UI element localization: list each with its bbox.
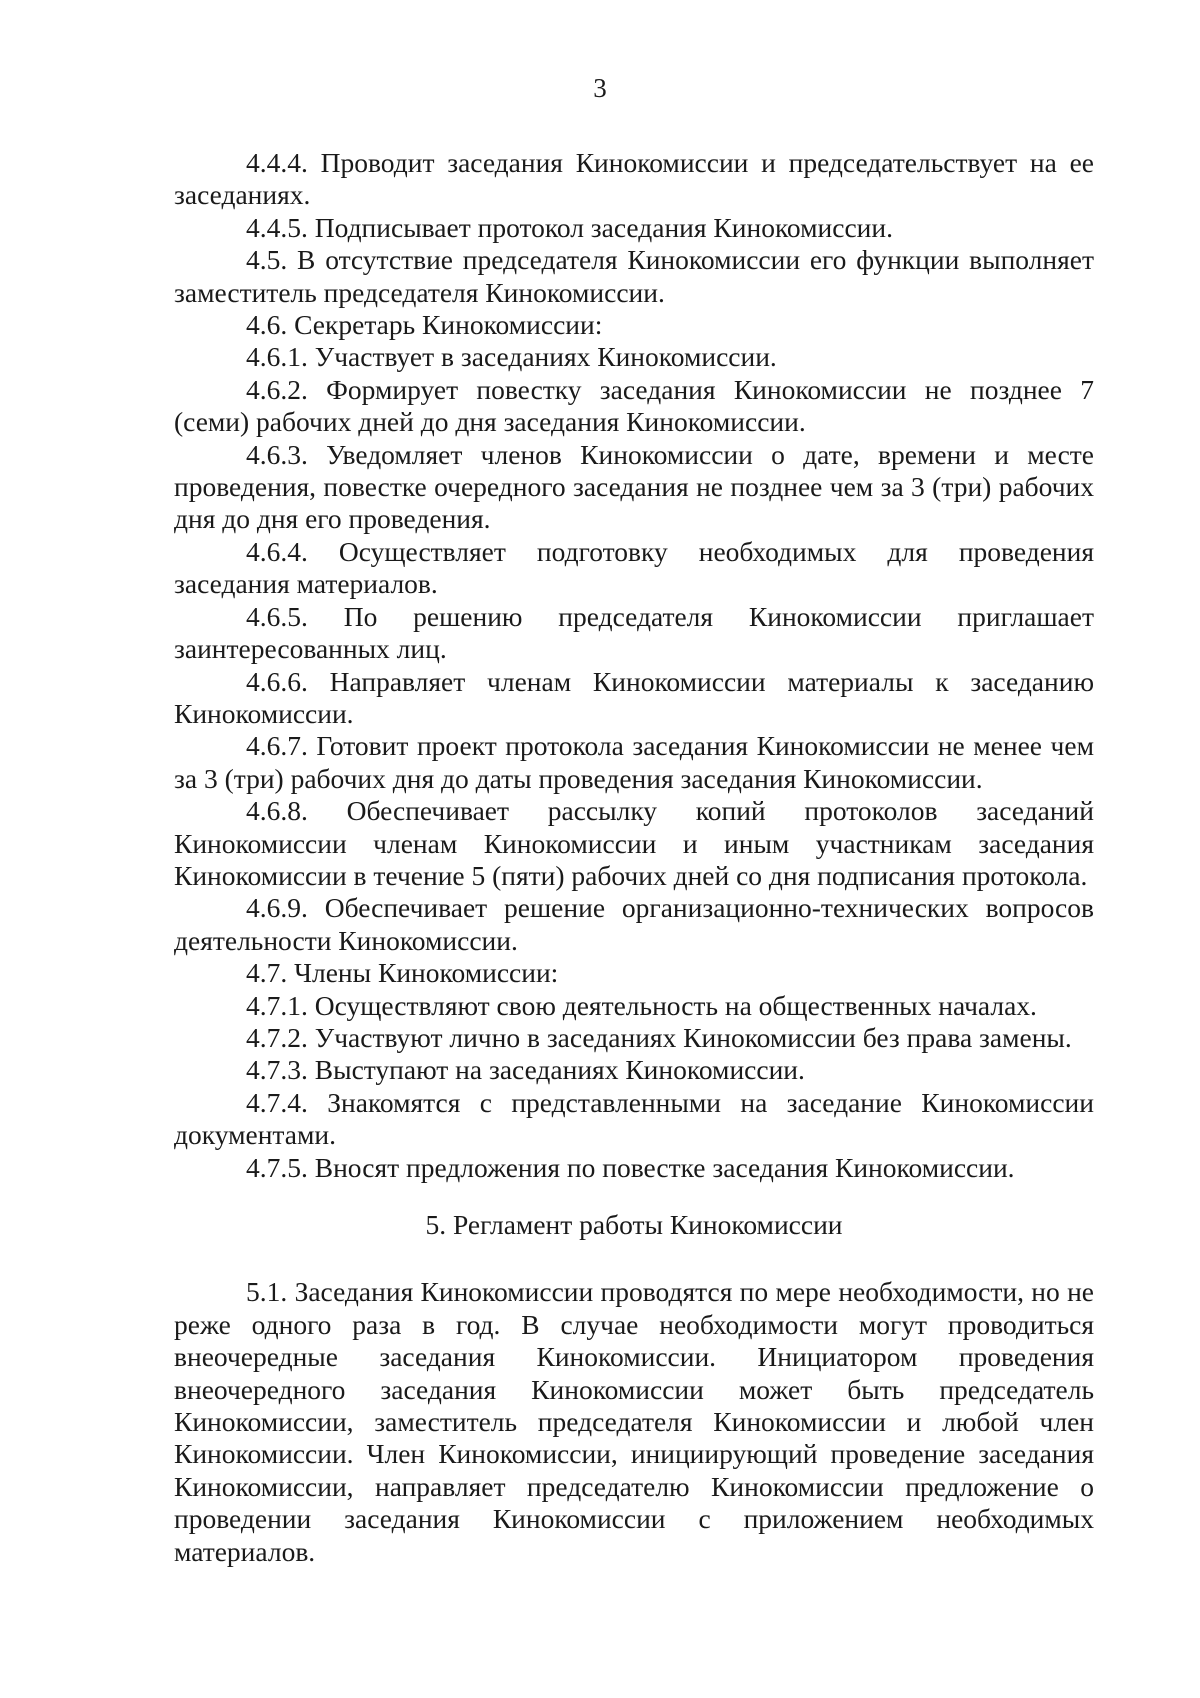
paragraph: 4.7.2. Участвуют лично в заседаниях Кинокомиссии без права замены. bbox=[246, 1021, 1072, 1053]
paragraph: 4.6.8. Обеспечивает рассылку копий протоколов заседаний Кинокомиссии членам Кинокомиссии и иным участникам заседания Кинокомиссии в течение 5 (пяти) рабочих дней со дня подписания протокола. bbox=[174, 795, 1094, 891]
paragraph: 4.7.1. Осуществляют свою деятельность на общественных началах. bbox=[246, 989, 1037, 1021]
paragraph: 5.1. Заседания Кинокомиссии проводятся по мере необходимости, но не реже одного раза в год. В случае необходимости могут проводиться внеочередные заседания Кинокомиссии. Инициатором проведения внеочередного заседания Кинокомиссии может быть председатель Кинокомиссии, заместитель председателя Кинокомиссии и любой член Кинокомиссии. Член Кинокомиссии, инициирующий проведение заседания Кинокомиссии, направляет председателю Кинокомиссии предложение о проведении заседания Кинокомиссии с приложением необходимых материалов. bbox=[174, 1276, 1094, 1567]
paragraph: 4.6.4. Осуществляет подготовку необходимых для проведения заседания материалов. bbox=[174, 535, 1094, 600]
paragraph: 4.6.2. Формирует повестку заседания Кинокомиссии не позднее 7 (семи) рабочих дней до дня заседания Кинокомиссии. bbox=[174, 373, 1094, 438]
paragraph: 4.5. В отсутствие председателя Кинокомиссии его функции выполняет заместитель председателя Кинокомиссии. bbox=[174, 244, 1094, 308]
paragraph: 4.6.3. Уведомляет членов Кинокомиссии о дате, времени и месте проведения, повестке очередного заседания не позднее чем за 3 (три) рабочих дня до дня его проведения. bbox=[174, 438, 1094, 535]
paragraph: 4.6. Секретарь Кинокомиссии: bbox=[246, 309, 603, 341]
paragraph: 4.4.4. Проводит заседания Кинокомиссии и председательствует на ее заседаниях. bbox=[174, 147, 1094, 211]
paragraph: 4.7.3. Выступают на заседаниях Кинокомиссии. bbox=[246, 1054, 805, 1086]
paragraph: 4.7. Члены Кинокомиссии: bbox=[246, 957, 559, 989]
page-number: 3 bbox=[593, 73, 607, 103]
paragraph: 4.6.5. По решению председателя Кинокомиссии приглашает заинтересованных лиц. bbox=[174, 600, 1094, 665]
paragraph: 4.6.1. Участвует в заседаниях Кинокомиссии. bbox=[246, 341, 777, 373]
paragraph: 4.6.6. Направляет членам Кинокомиссии материалы к заседанию Кинокомиссии. bbox=[174, 665, 1094, 729]
paragraph: 4.6.7. Готовит проект протокола заседания Кинокомиссии не менее чем за 3 (три) рабочих дня до даты проведения заседания Кинокомиссии. bbox=[174, 730, 1094, 794]
document-body bbox=[174, 147, 1094, 1568]
paragraph: 4.6.9. Обеспечивает решение организационно-технических вопросов деятельности Кинокомиссии. bbox=[174, 892, 1094, 956]
paragraph: 4.4.5. Подписывает протокол заседания Кинокомиссии. bbox=[246, 211, 893, 243]
paragraph: 4.7.5. Вносят предложения по повестке заседания Кинокомиссии. bbox=[246, 1151, 1015, 1183]
section-heading: 5. Регламент работы Кинокомиссии bbox=[425, 1209, 843, 1240]
paragraph: 4.7.4. Знакомятся с представленными на заседание Кинокомиссии документами. bbox=[174, 1086, 1094, 1151]
